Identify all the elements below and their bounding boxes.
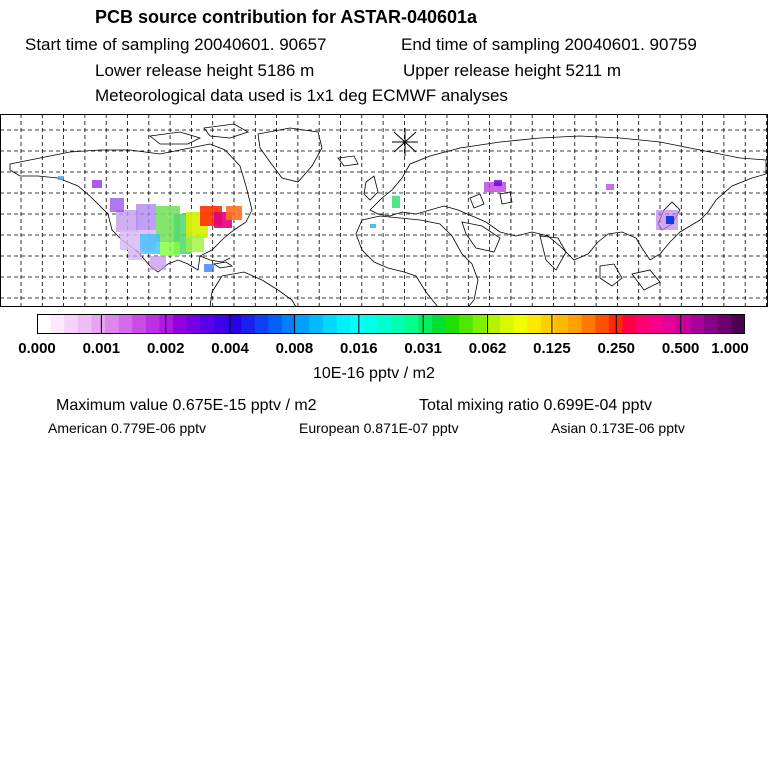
colorbar-tick-label: 0.500 [661, 340, 700, 357]
colorbar-cell [37, 314, 51, 334]
colorbar-cell [418, 314, 432, 334]
colorbar-tick-label: 0.001 [82, 340, 121, 357]
colorbar-cell [255, 314, 269, 334]
colorbar-cell [364, 314, 378, 334]
colorbar-cell [268, 314, 282, 334]
colorbar-tick-label: 0.125 [533, 340, 571, 357]
colorbar-cell [200, 314, 214, 334]
colorbar-cell [663, 314, 677, 334]
total-mixing-ratio-label: Total mixing ratio 0.699E-04 pptv [419, 397, 653, 414]
colorbar-cell [173, 314, 187, 334]
colorbar-cell [350, 314, 364, 334]
colorbar-cell [718, 314, 732, 334]
colorbar-cell [554, 314, 568, 334]
colorbar-cell [160, 314, 174, 334]
colorbar-tick-label: 0.062 [468, 340, 507, 357]
american-contribution-label: American 0.779E-06 pptv [48, 420, 206, 436]
colorbar-cell [500, 314, 514, 334]
colorbar-cell [636, 314, 650, 334]
colorbar-cell [731, 314, 745, 334]
colorbar-cell [241, 314, 255, 334]
maximum-value-label: Maximum value 0.675E-15 pptv / m2 [56, 397, 317, 414]
colorbar-cell [132, 314, 146, 334]
units-label: 10E-16 pptv / m2 [313, 365, 435, 382]
colorbar-tick-label: 0.016 [340, 340, 378, 357]
colorbar-cell [214, 314, 228, 334]
colorbar-cell [64, 314, 78, 334]
colorbar-cell [187, 314, 201, 334]
colorbar-cell [486, 314, 500, 334]
colorbar-tick-label: 0.008 [275, 340, 314, 357]
colorbar-cell [445, 314, 459, 334]
colorbar-cell [527, 314, 541, 334]
world-map [0, 114, 768, 307]
colorbar-cell [650, 314, 664, 334]
colorbar-cell [296, 314, 310, 334]
colorbar-cell [78, 314, 92, 334]
colorbar-cell [473, 314, 487, 334]
start-time-label: Start time of sampling 20040601. 90657 [25, 35, 327, 54]
colorbar-cell [105, 314, 119, 334]
colorbar [37, 314, 745, 334]
colorbar-cell [146, 314, 160, 334]
colorbar-cell [309, 314, 323, 334]
asian-contribution-label: Asian 0.173E-06 pptv [551, 420, 685, 436]
colorbar-cell [691, 314, 705, 334]
colorbar-tick-label: 0.000 [18, 340, 56, 357]
colorbar-cell [704, 314, 718, 334]
colorbar-cell [405, 314, 419, 334]
met-data-label: Meteorological data used is 1x1 deg ECMWF analyses [95, 86, 508, 105]
colorbar-cell [514, 314, 528, 334]
colorbar-cell [432, 314, 446, 334]
colorbar-cell [568, 314, 582, 334]
colorbar-cell [622, 314, 636, 334]
colorbar-cell [323, 314, 337, 334]
colorbar-tick-label: 0.031 [404, 340, 442, 357]
colorbar-cell [541, 314, 555, 334]
upper-height-label: Upper release height 5211 m [403, 61, 621, 80]
colorbar-cell [459, 314, 473, 334]
colorbar-tick-label: 0.250 [597, 340, 636, 357]
colorbar-tick-label: 1.000 [711, 340, 749, 357]
colorbar-cell [51, 314, 65, 334]
colorbar-cell [677, 314, 691, 334]
colorbar-tick-label: 0.004 [211, 340, 249, 357]
european-contribution-label: European 0.871E-07 pptv [299, 420, 459, 436]
end-time-label: End time of sampling 20040601. 90759 [401, 35, 697, 54]
lower-height-label: Lower release height 5186 m [95, 61, 315, 80]
colorbar-cell [391, 314, 405, 334]
colorbar-cell [119, 314, 133, 334]
colorbar-tick-label: 0.002 [146, 340, 185, 357]
map-title: PCB source contribution for ASTAR-040601a [95, 7, 478, 27]
colorbar-cell [91, 314, 105, 334]
colorbar-cell [377, 314, 391, 334]
colorbar-cell [595, 314, 609, 334]
colorbar-cell [582, 314, 596, 334]
colorbar-cell [337, 314, 351, 334]
